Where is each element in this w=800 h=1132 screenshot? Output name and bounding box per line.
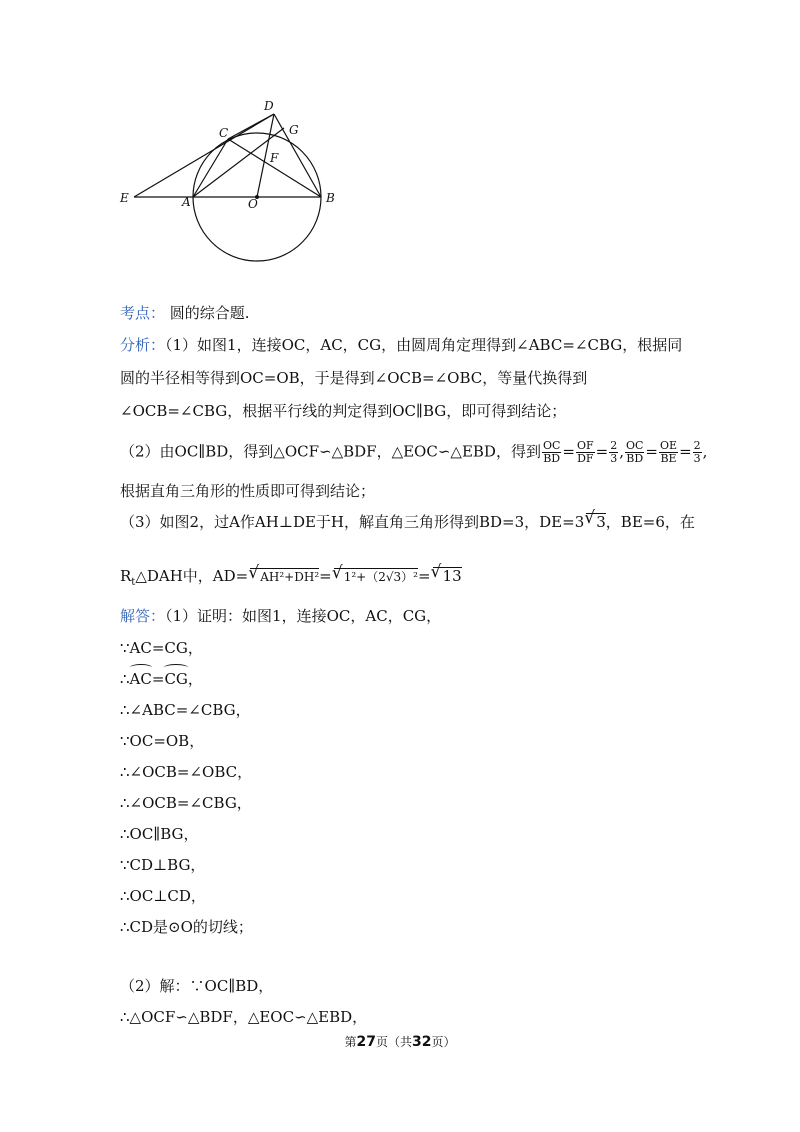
segment-ac xyxy=(193,139,228,197)
fenxi-line-1 xyxy=(120,335,682,355)
jieda-label: 解答： xyxy=(120,607,166,625)
fenxi-line-6: （3）如图2，过A作AH⊥DE于H，解直角三角形得到BD=3，DE=3√ 3，BE=6，在 xyxy=(120,512,695,532)
jieda-line-10: ∴OC⊥CD， xyxy=(120,887,206,905)
jieda-line-9: ∵CD⊥BG， xyxy=(120,856,206,874)
arc-ac: AC xyxy=(129,670,152,688)
jieda-line-7: ∴∠OCB=∠CBG， xyxy=(120,794,252,812)
fraction: $\frac{OC}{BD}$ xyxy=(542,439,561,465)
page-number: 27 xyxy=(356,1034,376,1050)
label-d: D xyxy=(264,99,274,113)
sqrt-expression: √ AH²+DH² xyxy=(250,568,319,585)
fraction: $\frac{2}{3}$ xyxy=(693,439,701,465)
label-b: B xyxy=(326,191,335,205)
fenxi-label: 分析： xyxy=(120,336,166,354)
jieda-line-13: ∴△OCF∽△BDF，△EOC∽△EBD， xyxy=(120,1008,368,1026)
fraction: $\frac{2}{3}$ xyxy=(610,439,618,465)
page-footer: 第27页（共32页） xyxy=(344,1034,456,1050)
fenxi-line-4: （2）由OC∥BD，得到△OCF∽△BDF，△EOC∽△EBD，得到 $\frac{OC}{BD}$ = $\frac{OF}{DF}$ = $\frac{2}{3}$ , $\frac{OC}{BD}$ = $\frac{OE}{BE}$ = $\frac{2}{3}$ , xyxy=(120,439,708,465)
jieda-line-6: ∴∠OCB=∠OBC， xyxy=(120,763,253,781)
kaodian-label: 考点： xyxy=(120,304,166,322)
segment-cg xyxy=(228,114,274,139)
kaodian-text: 圆的综合题. xyxy=(169,304,250,322)
label-e: E xyxy=(120,191,129,205)
geometry-figure xyxy=(112,92,352,267)
sqrt-expression: √ 1²+（2√3）² xyxy=(334,568,418,585)
kaodian-line xyxy=(120,303,250,323)
fenxi-line-5: 根据直角三角形的性质即可得到结论； xyxy=(120,482,376,500)
fenxi-line-2: 圆的半径相等得到OC=OB，于是得到∠OCB=∠OBC，等量代换得到 xyxy=(120,369,588,387)
fenxi-line-3: ∠OCB=∠CBG，根据平行线的判定得到OC∥BG，即可得到结论； xyxy=(120,402,567,420)
jieda-line-12: （2）解：∵OC∥BD， xyxy=(120,977,274,995)
fenxi-text-4: （2）由OC∥BD，得到△OCF∽△BDF，△EOC∽△EBD，得到 xyxy=(120,442,541,461)
sqrt-expression: √ 13 xyxy=(433,567,462,584)
total-pages: 32 xyxy=(412,1034,432,1050)
label-f: F xyxy=(270,151,279,165)
jieda-line-11: ∴CD是⊙O的切线； xyxy=(120,918,253,936)
jieda-line-3: ∴AC=CG， xyxy=(120,670,203,688)
arc-cg: CG xyxy=(164,670,188,688)
fraction: $\frac{OC}{BD}$ xyxy=(625,439,644,465)
fenxi-line-7: $R_t\triangle DAH$中，AD=√ AH²+DH²=√ 1²+（2√3）²=√ 13 xyxy=(120,566,462,593)
segment-ed xyxy=(134,114,274,197)
fraction: $\frac{OE}{BE}$ xyxy=(660,439,678,465)
label-a: A xyxy=(182,195,191,209)
label-o: O xyxy=(248,197,258,211)
jieda-line-5: ∵OC=OB， xyxy=(120,732,205,750)
label-g: G xyxy=(289,123,299,137)
jieda-line-1: 解答：（1）证明：如图1，连接OC，AC，CG， xyxy=(120,607,442,625)
fenxi-text-1: （1）如图1，连接OC，AC，CG，由圆周角定理得到∠ABC=∠CBG，根据同 xyxy=(165,336,683,354)
sqrt-expression: √ 3 xyxy=(586,513,606,530)
circle-diagram xyxy=(112,92,352,267)
segment-cb xyxy=(228,139,321,197)
fraction: $\frac{OF}{DF}$ xyxy=(576,439,594,465)
jieda-line-8: ∴OC∥BG， xyxy=(120,825,199,843)
jieda-line-4: ∴∠ABC=∠CBG， xyxy=(120,701,251,719)
jieda-line-2: ∵AC=CG， xyxy=(120,639,203,657)
label-c: C xyxy=(219,126,229,140)
